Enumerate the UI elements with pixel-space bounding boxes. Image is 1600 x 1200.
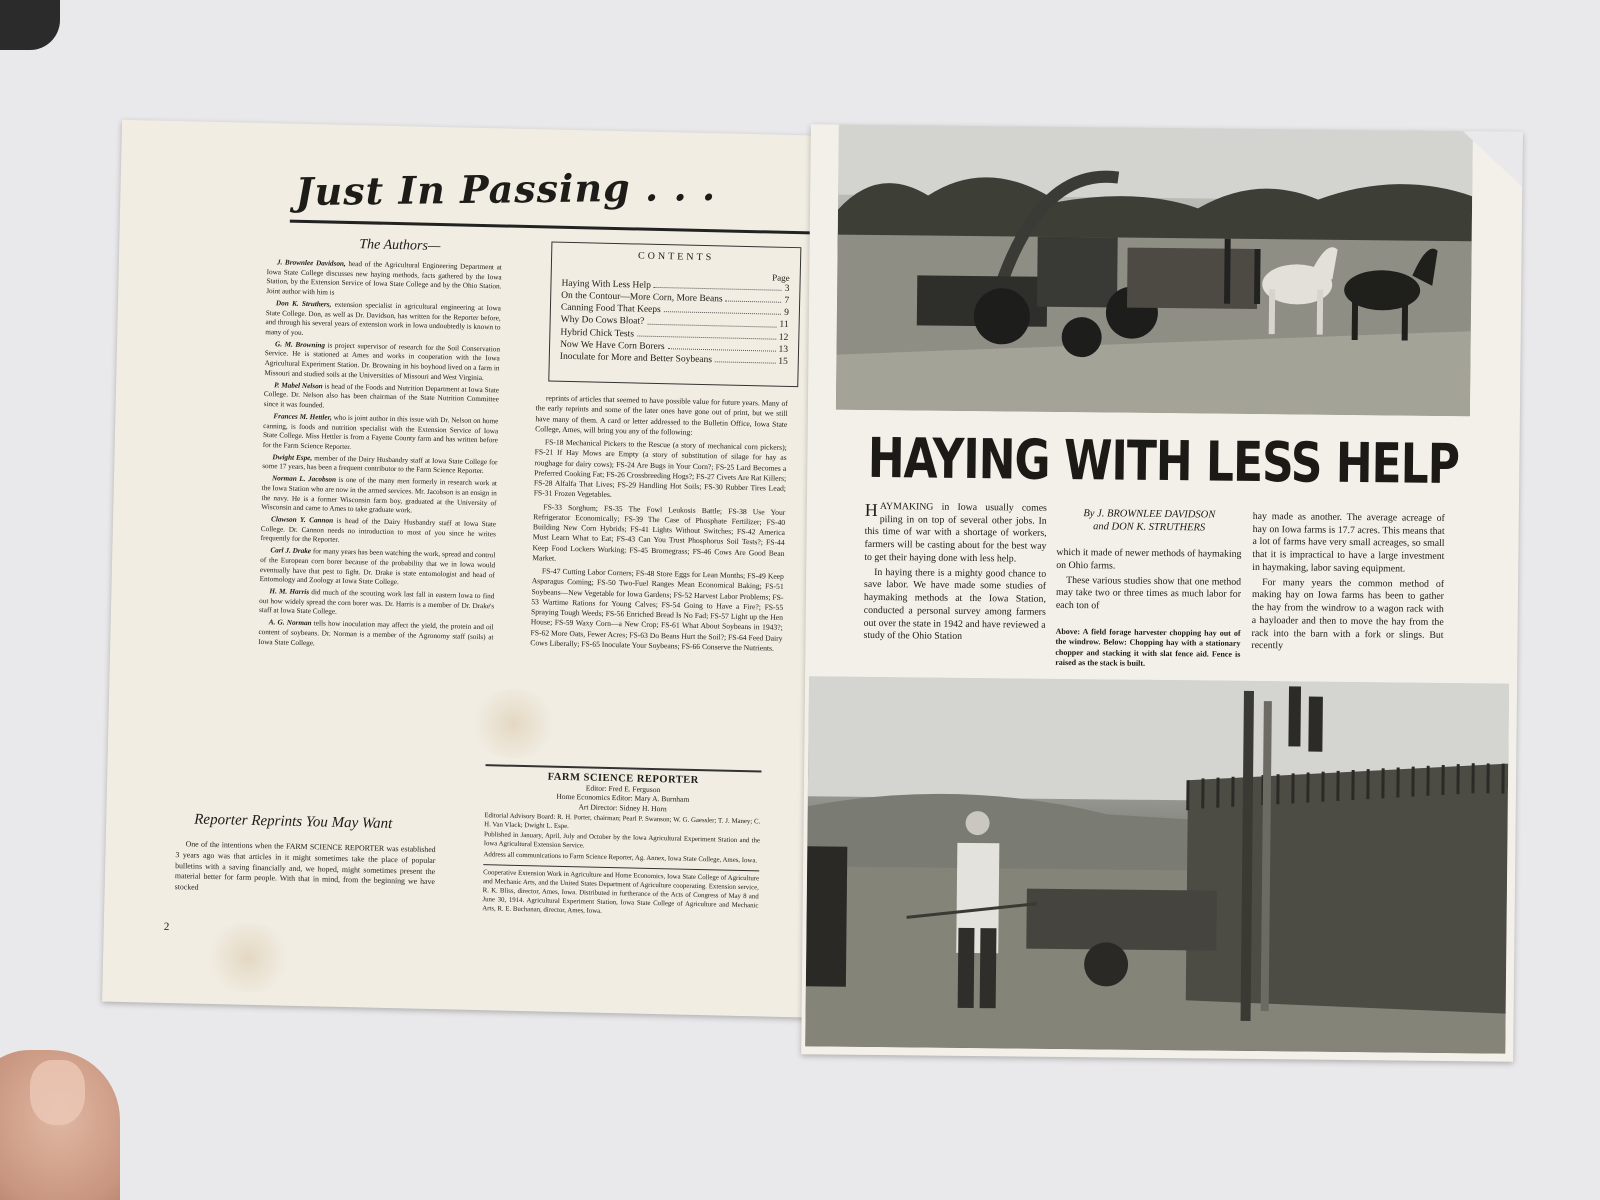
photo-caption: Above: A field forage harvester chopping hay out of the windrow. Below: Chopping hay with a stationary chopper and stacking it with slat fence aid. Fence is raised as the stack is built. — [1055, 626, 1241, 668]
advisory-board: Editorial Advisory Board: R. H. Porter, chairman; Pearl P. Swanson; W. G. Gaessler; T. J. Maney; C. H. Van Vlack; Dwight L. Espe. — [484, 811, 761, 830]
drop-cap: H — [864, 499, 878, 521]
cooperative-note: Cooperative Extension Work in Agriculture and Home Economics, Iowa State College of Agriculture and Mechanic Arts, and the United States Department of Agriculture cooperating. Extension service, R. K. Bliss, director, Ames, Iowa. Distributed in furtherance of the Acts of Congress of May 8 and June 30, 1914. Agricultural Experiment Station, Iowa State College of Agriculture and Mechanic Arts, R. E. Buchanan, director, Ames, Iowa. — [482, 869, 760, 915]
page-corner-fold — [1462, 131, 1523, 187]
thumb — [0, 1050, 120, 1200]
author-entry: Norman L. Jacobson is one of the many men formerly in research work at the Iowa Station who are now in the armed services. Mr. Jacobson is an ensign in the navy. He is a former Wisconsin farm boy, graduated at the University of Wisconsin and came to Ames to take graduate work. — [261, 474, 498, 515]
author-entry: Dwight Espe, member of the Dairy Husbandry staff at Iowa State College for some 17 years, has been a frequent contributor to the Farm Science Reporter. — [262, 452, 498, 476]
background-object — [0, 0, 60, 50]
author-entry: Clawson Y. Cannon is head of the Dairy Husbandry staff at Iowa State College. Dr. Cannon needs no introduction to most of you since he writes frequently for the Reporter. — [260, 515, 497, 545]
forage-harvester-illustration — [836, 125, 1473, 417]
address-note: Address all communications to Farm Science Reporter, Ag. Annex, Iowa State College, Ames, Iowa. — [483, 851, 758, 865]
left-page — [102, 120, 858, 1018]
contents-item[interactable]: On the Contour—More Corn, More Beans 7 — [561, 290, 790, 307]
page-number: 2 — [163, 920, 170, 934]
home-ec-editor-line: Home Economics Editor: Mary A. Burnham — [556, 792, 690, 805]
masthead-rule — [290, 220, 880, 236]
publication-masthead — [482, 764, 761, 920]
contents-item[interactable]: Why Do Cows Bloat? 11 — [560, 315, 789, 331]
contents-item[interactable]: Canning Food That Keeps 9 — [560, 303, 789, 319]
reprints-continued: reprints of articles that seemed to have possible value for future years. Many of the early reprints and some of the later ones have gone out of print, but we still have many of them. A card or letter addressed to the Bulletin Office, Iowa State College, Ames, will bring you any of the following: FS-18 Mechanical Pickers to the Rescue (a story of mechanical corn pickers); FS-21 If Hay Mows are Empty (a story of substitution of silage for hay as roughage for dairy cows); FS-24 Are Bugs in Your Corn?; FS-25 Lard Becomes a Preferred Cooking Fat; FS-26 Crossbreeding Hogs?; FS-27 Civets Are Rat Killers; FS-28 Alfalfa That Lives; FS-29 Handling Hot Soils; FS-30 Rubber Tires Lead; FS-31 Frozen Vegetables. FS-33 Sorghum; FS-35 The Fowl Leukosis Battle; FS-38 Use Your Refrigerator Economically; FS-39 The Case of Phosphate Fertilizer; FS-40 Building New Corn Hybrids; FS-41 Lights Without Switches; FS-42 America Must Learn What to Eat; FS-43 Can You Trust Phosphorus Soil Tests?; FS-44 Keep Food Lockers Working; FS-45 Bromegrass; FS-46 Cows Are Good Bean Market. FS-47 Cutting Labor Corners; FS-48 Store Eggs for Lean Months; FS-49 Keep Asparagus Coming; FS-50 Two-Fuel Ranges Mean Economical Baking; FS-51 Soybeans—New Vegetable for Iowa Gardens; FS-52 Harvest Labor Problems; FS-53 Wartime Rations for Young Calves; FS-54 Going to Have a Fire?; FS-55 Spraying Tough Weeds; FS-56 Enriched Bread Is No Fad; FS-57 Light up the Hen House; FS-59 Waxy Corn—a New Crop; FS-61 What About Soybeans in 1943?; FS-62 More Oats, Fewer Acres; FS-63 Do Beans Hurt the Soil?; FS-64 Feed Dairy Cows Liberally; FS-65 Inoculate Your Soybeans; FS-66 Conserve the Nutrients. — [530, 393, 788, 653]
reprints-list: FS-47 Cutting Labor Corners; FS-48 Store Eggs for Lean Months; FS-49 Keep Asparagus Coming; FS-50 Two-Fuel Ranges Mean Economical Baking; FS-51 Soybeans—New Vegetable for Iowa Gardens; FS-52 Harvest Labor Problems; FS-53 Wartime Rations for Young Calves; FS-54 Going to Have a Fire?; FS-55 Spraying Tough Weeds; FS-56 Enriched Bread Is No Fad; FS-57 Light up the Hen House; FS-59 Waxy Corn—a New Crop; FS-61 What About Soybeans in 1943?; FS-62 More Oats, Fewer Acres; FS-63 Do Beans Hurt the Soil?; FS-64 Feed Dairy Cows Liberally; FS-65 Inoculate Your Soybeans; FS-66 Conserve the Nutrients. — [530, 566, 785, 653]
page-stain — [468, 688, 560, 760]
publication-note: Published in January, April, July and October by the Iowa Agricultural Experiment Station and the Iowa Agricultural Extension Service. — [483, 831, 760, 850]
article-byline: By J. BROWNLEE DAVIDSON and DON K. STRUTHERS — [1083, 508, 1216, 534]
author-entry: G. M. Browning is project supervisor of research for the Soil Conservation Service. He is stationed at Ames and works in cooperation with the Iowa Agricultural Experiment Station. Dr. Browning in his boyhood lived on a farm in Missouri and studied soils at the Universities of Missouri and West Virginia. — [264, 340, 501, 382]
contents-page-label: Page — [772, 272, 790, 283]
right-page — [801, 124, 1523, 1061]
article-headline: HAYING WITH LESS HELP — [867, 426, 1460, 497]
hay-stacking-photo — [805, 676, 1509, 1053]
reprints-list: FS-18 Mechanical Pickers to the Rescue (a story of mechanical corn pickers); FS-21 If Hay Mows are Empty (a story of substitution of silage for hay as roughage for dairy cows); FS-24 Are Bugs in Your Corn?; FS-25 Lard Becomes a Preferred Cooking Fat; FS-26 Crossbreeding Hogs?; FS-27 Civets Are Rat Killers; FS-28 Alfalfa That Lives; FS-29 Handling Hot Soils; FS-30 Rubber Tires Lead; FS-31 Frozen Vegetables. — [533, 437, 787, 500]
page-stain — [202, 922, 294, 994]
article-column-3: hay made as another. The average acreage of hay on Iowa farms is 17.7 acres. This means that a lot of farms have very small acreages, so small that it is impractical to have a large investment in haymaking, labor saving equipment. For many years the common method of making hay on Iowa farms has been to gather the hay from the windrow to a wagon rack with a hayloader and then to move the hay from the rack into the barn with a fork or slings. But recently — [1251, 510, 1445, 652]
contents-item[interactable]: Now We Have Corn Borers 13 — [559, 339, 789, 355]
forage-harvester-photo — [836, 125, 1473, 417]
author-entry: H. M. Harris did much of the scouting work last fall in eastern Iowa to find out how widely spread the corn borer was. Dr. Harris is a member of Dr. Drake's staff at Iowa State College. — [258, 587, 495, 617]
contents-item[interactable]: Haying With Less Help 3 — [561, 278, 790, 294]
article-column-1: HAYMAKING in Iowa usually comes piling in on top of several other jobs. In this time of war with a shortage of workers, farmers will be casting about for the best way to get their haying done with less help. In haying there is a mighty good chance to save labor. We have made some studies of haymaking methods at the Iowa Station, conducted a personal survey among farmers out over the state in 1942 and have reviewed a study of the Ohio Station — [863, 499, 1047, 643]
reprints-lead: One of the intentions when the FARM SCIENCE REPORTER was established 3 years ago was that articles in it might sometimes take the place of popular bulletins with a saving financially and, we hoped, might sometimes present the material better for farm people. With that in mind, from the beginning we have stocked — [174, 839, 436, 892]
author-entry: Don K. Struthers, extension specialist in agricultural engineering at Iowa State College. Don, as well as Dr. Davidson, has written for the Reporter before, and through his several years of extension work in Iowa undoubtedly is known to many of you. — [265, 299, 502, 337]
author-entry: Carl J. Drake for many years has been watching the work, spread and control of the European corn borer because of the probability that we in Iowa would eventually have that pest to fight. Dr. Drake is state entomologist and head of Entomology and Zoology at Iowa State College. — [259, 546, 496, 587]
author-entry: A. G. Norman tells how inoculation may affect the yield, the protein and oil content of soybeans. Dr. Norman is a member of the Agronomy staff (soils) at Iowa State College. — [258, 618, 494, 647]
hay-stacking-illustration — [805, 676, 1509, 1053]
contents-item[interactable]: Inoculate for More and Better Soybeans 15 — [559, 351, 788, 367]
authors-section — [258, 258, 502, 655]
contents-title: CONTENTS — [637, 250, 715, 264]
editor-line: Editor: Fred E. Ferguson — [585, 782, 661, 794]
author-entry: J. Brownlee Davidson, head of the Agricultural Engineering Department at Iowa State College discusses new haying methods, facts gathered by the Iowa Station, by the Extension Service of Iowa State College and by the Ohio Station. Joint author with him is — [266, 258, 502, 297]
contents-item[interactable]: Hybrid Chick Tests 12 — [560, 327, 789, 343]
publication-title: FARM SCIENCE REPORTER — [547, 771, 699, 786]
reprints-heading: Reporter Reprints You May Want — [194, 811, 393, 833]
masthead-title: Just In Passing . . . — [295, 163, 717, 215]
art-director-line: Art Director: Sidney H. Horn — [578, 802, 667, 814]
author-entry: P. Mabel Nelson is head of the Foods and Nutrition Department at Iowa State College. Dr. Nelson also has been chairman of the State Nutrition Committee since it was founded. — [263, 380, 500, 410]
authors-heading: The Authors— — [359, 237, 441, 255]
article-column-2: By J. BROWNLEE DAVIDSON and DON K. STRUTHERS which it made of newer methods of haymaking on Ohio farms. These various studies show that one method may take two or three times as much labor for each ton of Above: A field forage harvester chopping hay out of the windrow. Below: Chopping hay with a stationary chopper and stacking it with slat fence aid. Fence is raised as the stack is built. — [1055, 507, 1242, 670]
contents-box — [548, 242, 801, 388]
reprints-list: FS-33 Sorghum; FS-35 The Fowl Leukosis Battle; FS-38 Use Your Refrigerator Economically; FS-39 The Case of Phosphate Fertilizer; FS-40 Building New Corn Hybrids; FS-41 Lights Without Switches; FS-42 America Must Learn What to Eat; FS-43 Can You Trust Phosphorus Soil Tests?; FS-44 Keep Food Lockers Working; FS-45 Bromegrass; FS-46 Cows Are Good Bean Market. — [532, 501, 786, 563]
author-entry: Frances M. Hettler, who is joint author in this issue with Dr. Nelson on home canning, is foods and nutrition specialist with the Extension Service of Iowa State College. Miss Hettler is from a Fayette County farm and has written before for the Farm Science Reporter. — [262, 412, 499, 451]
